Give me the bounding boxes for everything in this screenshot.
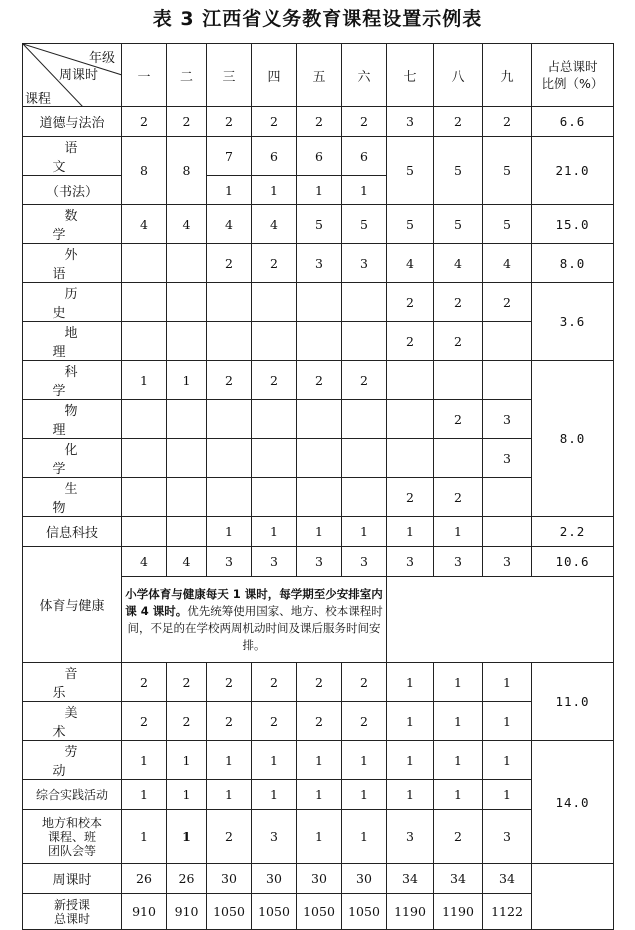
- subject-name: [23, 810, 122, 864]
- value-cell: 1122: [483, 894, 532, 930]
- subject-name: 地 理: [23, 322, 122, 361]
- ratio-cell: 6.6: [532, 107, 614, 137]
- value-cell: [483, 322, 532, 361]
- subject-name: 科 学: [23, 361, 122, 400]
- subject-name: 信息科技: [23, 517, 122, 547]
- value-cell: 5: [387, 205, 434, 244]
- value-cell: 1: [252, 517, 297, 547]
- value-cell: 2: [167, 702, 207, 741]
- value-cell: 2: [434, 322, 483, 361]
- subject-name: 周课时: [23, 864, 122, 894]
- subject-name: 数 学: [23, 205, 122, 244]
- value-cell: 34: [387, 864, 434, 894]
- value-cell: 2: [434, 107, 483, 137]
- value-cell: 5: [434, 205, 483, 244]
- value-cell: 2: [434, 810, 483, 864]
- value-cell: 1: [434, 517, 483, 547]
- value-cell: [167, 478, 207, 517]
- value-cell: [122, 283, 167, 322]
- value-cell: 3: [483, 439, 532, 478]
- table-row: [23, 361, 614, 400]
- value-cell: 4: [434, 244, 483, 283]
- value-cell: 4: [167, 205, 207, 244]
- value-cell: 1: [252, 780, 297, 810]
- ratio-header-line-1: 占总课时: [547, 59, 598, 74]
- value-cell: 5: [297, 205, 342, 244]
- value-cell: [483, 478, 532, 517]
- empty-cell: [387, 577, 614, 663]
- grade-label: 年级: [88, 51, 115, 66]
- value-cell: 3: [252, 810, 297, 864]
- value-cell: 1: [342, 517, 387, 547]
- value-cell: 3: [342, 244, 387, 283]
- value-cell: 8: [122, 137, 167, 205]
- value-cell: [207, 400, 252, 439]
- table-row: [23, 400, 614, 439]
- value-cell: 1: [387, 702, 434, 741]
- value-cell: [167, 439, 207, 478]
- pe-note-text: 优先统筹使用国家、地方、校本课程时间，不足的在学校两周机动时间及课后服务时间安排。: [127, 603, 383, 652]
- value-cell: 2: [252, 107, 297, 137]
- value-cell: [434, 439, 483, 478]
- value-cell: 3: [483, 810, 532, 864]
- course-table: [22, 43, 614, 930]
- grade-header: 四: [252, 44, 297, 107]
- subject-name: [23, 894, 122, 930]
- subject-name: 化 学: [23, 439, 122, 478]
- ratio-cell: 8.0: [532, 244, 614, 283]
- value-cell: 26: [122, 864, 167, 894]
- value-cell: [167, 400, 207, 439]
- value-cell: 1: [207, 780, 252, 810]
- value-cell: 3: [207, 547, 252, 577]
- value-cell: 2: [434, 283, 483, 322]
- value-cell: 3: [483, 547, 532, 577]
- course-label: 课程: [25, 92, 52, 107]
- value-cell: 2: [342, 663, 387, 702]
- value-cell: 2: [207, 361, 252, 400]
- value-cell: 3: [297, 547, 342, 577]
- value-cell: 1: [342, 780, 387, 810]
- value-cell: 1: [252, 741, 297, 780]
- hours-label: 周课时: [59, 68, 99, 83]
- grade-header: 六: [342, 44, 387, 107]
- value-cell: [122, 322, 167, 361]
- value-cell: 3: [297, 244, 342, 283]
- ratio-cell: 10.6: [532, 547, 614, 577]
- value-cell: 2: [207, 702, 252, 741]
- table-row: [23, 517, 614, 547]
- subject-name: 外 语: [23, 244, 122, 283]
- value-cell: 1: [297, 780, 342, 810]
- value-cell: 1: [207, 741, 252, 780]
- value-cell: 2: [483, 283, 532, 322]
- subject-name-line-2: 总课时: [53, 911, 90, 926]
- value-cell: 2: [297, 361, 342, 400]
- value-cell: 1: [122, 741, 167, 780]
- value-cell: 1: [167, 741, 207, 780]
- value-cell: 3: [387, 810, 434, 864]
- value-cell: 1: [167, 780, 207, 810]
- subject-name: 物 理: [23, 400, 122, 439]
- value-cell: [297, 439, 342, 478]
- value-cell: 30: [252, 864, 297, 894]
- value-cell: 30: [207, 864, 252, 894]
- value-cell: 2: [252, 663, 297, 702]
- value-cell: 7: [207, 137, 252, 176]
- value-cell: 1: [387, 663, 434, 702]
- table-row: [23, 107, 614, 137]
- table-row: [23, 894, 614, 930]
- value-cell: [483, 517, 532, 547]
- pe-note-bold: 小学体育与健康每天 1 课时，每学期至少安排室内课 4 课时。: [125, 586, 383, 618]
- grade-header: 七: [387, 44, 434, 107]
- value-cell: 1: [342, 810, 387, 864]
- value-cell: 2: [122, 107, 167, 137]
- value-cell: 2: [167, 107, 207, 137]
- value-cell: [342, 478, 387, 517]
- value-cell: 4: [207, 205, 252, 244]
- subject-name: 体育与健康: [23, 547, 122, 663]
- value-cell: 5: [434, 137, 483, 205]
- value-cell: [167, 283, 207, 322]
- value-cell: 5: [342, 205, 387, 244]
- value-cell: 2: [297, 107, 342, 137]
- subject-name: 道德与法治: [23, 107, 122, 137]
- ratio-cell: 15.0: [532, 205, 614, 244]
- value-cell: 2: [122, 702, 167, 741]
- value-cell: 1: [207, 176, 252, 205]
- subject-name: 生 物: [23, 478, 122, 517]
- subject-name: （书法）: [23, 176, 122, 205]
- value-cell: 2: [342, 361, 387, 400]
- table-row: [23, 702, 614, 741]
- value-cell: [483, 361, 532, 400]
- value-cell: 1: [434, 741, 483, 780]
- value-cell: 1: [122, 780, 167, 810]
- value-cell: 4: [387, 244, 434, 283]
- value-cell: [297, 400, 342, 439]
- value-cell: 26: [167, 864, 207, 894]
- table-row: [23, 244, 614, 283]
- value-cell: 2: [342, 107, 387, 137]
- subject-name: 语 文: [23, 137, 122, 176]
- value-cell: [252, 439, 297, 478]
- value-cell: 1: [483, 663, 532, 702]
- value-cell: 2: [207, 810, 252, 864]
- value-cell: [342, 439, 387, 478]
- pe-note: [122, 577, 387, 663]
- value-cell: 1: [434, 663, 483, 702]
- value-cell: 1: [483, 780, 532, 810]
- value-cell: 1: [297, 741, 342, 780]
- value-cell: 3: [434, 547, 483, 577]
- value-cell: [167, 322, 207, 361]
- value-cell: [342, 283, 387, 322]
- value-cell: 4: [122, 205, 167, 244]
- table-row: [23, 547, 614, 577]
- value-cell: [297, 478, 342, 517]
- value-cell: [122, 400, 167, 439]
- subject-name: 历 史: [23, 283, 122, 322]
- header-row: [23, 44, 614, 107]
- ratio-cell: 8.0: [532, 361, 614, 517]
- value-cell: 2: [297, 702, 342, 741]
- value-cell: 5: [483, 137, 532, 205]
- value-cell: 3: [342, 547, 387, 577]
- ratio-cell: 3.6: [532, 283, 614, 361]
- ratio-cell: 14.0: [532, 741, 614, 864]
- value-cell: 3: [252, 547, 297, 577]
- value-cell: 2: [297, 663, 342, 702]
- value-cell: [207, 322, 252, 361]
- value-cell: 6: [297, 137, 342, 176]
- empty-cell: [532, 864, 614, 930]
- value-cell: 1: [342, 176, 387, 205]
- value-cell: 2: [207, 663, 252, 702]
- value-cell: [207, 283, 252, 322]
- value-cell: 910: [122, 894, 167, 930]
- subject-name-line-2: 课程、班: [47, 829, 96, 844]
- table-row: [23, 439, 614, 478]
- ratio-cell: 21.0: [532, 137, 614, 205]
- value-cell: 1: [387, 780, 434, 810]
- grade-header: 五: [297, 44, 342, 107]
- value-cell: 1: [387, 741, 434, 780]
- subject-name-line-1: 新授课: [53, 897, 90, 912]
- value-cell: 1190: [434, 894, 483, 930]
- value-cell: 1: [122, 361, 167, 400]
- value-cell: 1: [483, 702, 532, 741]
- value-cell: 3: [483, 400, 532, 439]
- subject-name: 美 术: [23, 702, 122, 741]
- value-cell: 2: [434, 400, 483, 439]
- table-row: [23, 478, 614, 517]
- value-cell: 4: [167, 547, 207, 577]
- table-row: [23, 322, 614, 361]
- value-cell: [122, 478, 167, 517]
- value-cell: 1: [297, 517, 342, 547]
- value-cell: 1: [167, 810, 207, 864]
- value-cell: [207, 478, 252, 517]
- grade-header: 三: [207, 44, 252, 107]
- value-cell: [122, 244, 167, 283]
- value-cell: [387, 400, 434, 439]
- value-cell: 2: [387, 322, 434, 361]
- value-cell: [252, 478, 297, 517]
- table-row: [23, 663, 614, 702]
- value-cell: 30: [297, 864, 342, 894]
- value-cell: 1050: [207, 894, 252, 930]
- subject-name: 综合实践活动: [23, 780, 122, 810]
- value-cell: 1: [122, 810, 167, 864]
- value-cell: [122, 517, 167, 547]
- value-cell: 6: [252, 137, 297, 176]
- subject-name: 劳 动: [23, 741, 122, 780]
- value-cell: 1: [297, 810, 342, 864]
- ratio-cell: 2.2: [532, 517, 614, 547]
- value-cell: 34: [483, 864, 532, 894]
- table-row: [23, 205, 614, 244]
- value-cell: [342, 322, 387, 361]
- value-cell: 1050: [252, 894, 297, 930]
- subject-name-line-3: 团队会等: [47, 843, 96, 858]
- value-cell: [387, 439, 434, 478]
- value-cell: 1: [387, 517, 434, 547]
- value-cell: 1: [342, 741, 387, 780]
- value-cell: [207, 439, 252, 478]
- value-cell: [342, 400, 387, 439]
- value-cell: 5: [483, 205, 532, 244]
- value-cell: [252, 322, 297, 361]
- value-cell: 1: [297, 176, 342, 205]
- value-cell: 1: [167, 361, 207, 400]
- value-cell: 6: [342, 137, 387, 176]
- value-cell: 1190: [387, 894, 434, 930]
- grade-header: 二: [167, 44, 207, 107]
- value-cell: 4: [252, 205, 297, 244]
- value-cell: [252, 283, 297, 322]
- grade-header: 九: [483, 44, 532, 107]
- value-cell: 1050: [297, 894, 342, 930]
- ratio-cell: 11.0: [532, 663, 614, 741]
- value-cell: [297, 322, 342, 361]
- table-row: [23, 283, 614, 322]
- value-cell: [122, 439, 167, 478]
- value-cell: 2: [122, 663, 167, 702]
- value-cell: 2: [207, 107, 252, 137]
- value-cell: 30: [342, 864, 387, 894]
- value-cell: 4: [483, 244, 532, 283]
- value-cell: 2: [252, 244, 297, 283]
- value-cell: [167, 244, 207, 283]
- value-cell: 2: [252, 361, 297, 400]
- value-cell: 2: [342, 702, 387, 741]
- value-cell: 1: [434, 780, 483, 810]
- subject-name-line-1: 地方和校本: [41, 815, 102, 830]
- value-cell: [167, 517, 207, 547]
- table-row: [23, 137, 614, 176]
- value-cell: 8: [167, 137, 207, 205]
- ratio-header-line-2: 比例（%）: [541, 76, 604, 91]
- value-cell: 1: [434, 702, 483, 741]
- value-cell: 2: [207, 244, 252, 283]
- table-title: 表 3 江西省义务教育课程设置示例表: [152, 8, 483, 30]
- value-cell: 2: [483, 107, 532, 137]
- value-cell: 2: [252, 702, 297, 741]
- grade-header: 八: [434, 44, 483, 107]
- subject-name: 音 乐: [23, 663, 122, 702]
- value-cell: 5: [387, 137, 434, 205]
- value-cell: 2: [387, 478, 434, 517]
- value-cell: [434, 361, 483, 400]
- value-cell: 2: [434, 478, 483, 517]
- value-cell: [252, 400, 297, 439]
- value-cell: 1: [483, 741, 532, 780]
- value-cell: 1: [207, 517, 252, 547]
- table-row: [23, 741, 614, 780]
- value-cell: 3: [387, 107, 434, 137]
- table-row: [23, 864, 614, 894]
- value-cell: 2: [387, 283, 434, 322]
- value-cell: 910: [167, 894, 207, 930]
- grade-header: 一: [122, 44, 167, 107]
- table-row: [23, 780, 614, 810]
- value-cell: 4: [122, 547, 167, 577]
- value-cell: 1: [252, 176, 297, 205]
- value-cell: 1050: [342, 894, 387, 930]
- value-cell: [387, 361, 434, 400]
- value-cell: 34: [434, 864, 483, 894]
- header-diagonal-cell: [23, 44, 122, 107]
- value-cell: 2: [167, 663, 207, 702]
- value-cell: 3: [387, 547, 434, 577]
- value-cell: [297, 283, 342, 322]
- table-row: [23, 810, 614, 864]
- ratio-header: [532, 44, 614, 107]
